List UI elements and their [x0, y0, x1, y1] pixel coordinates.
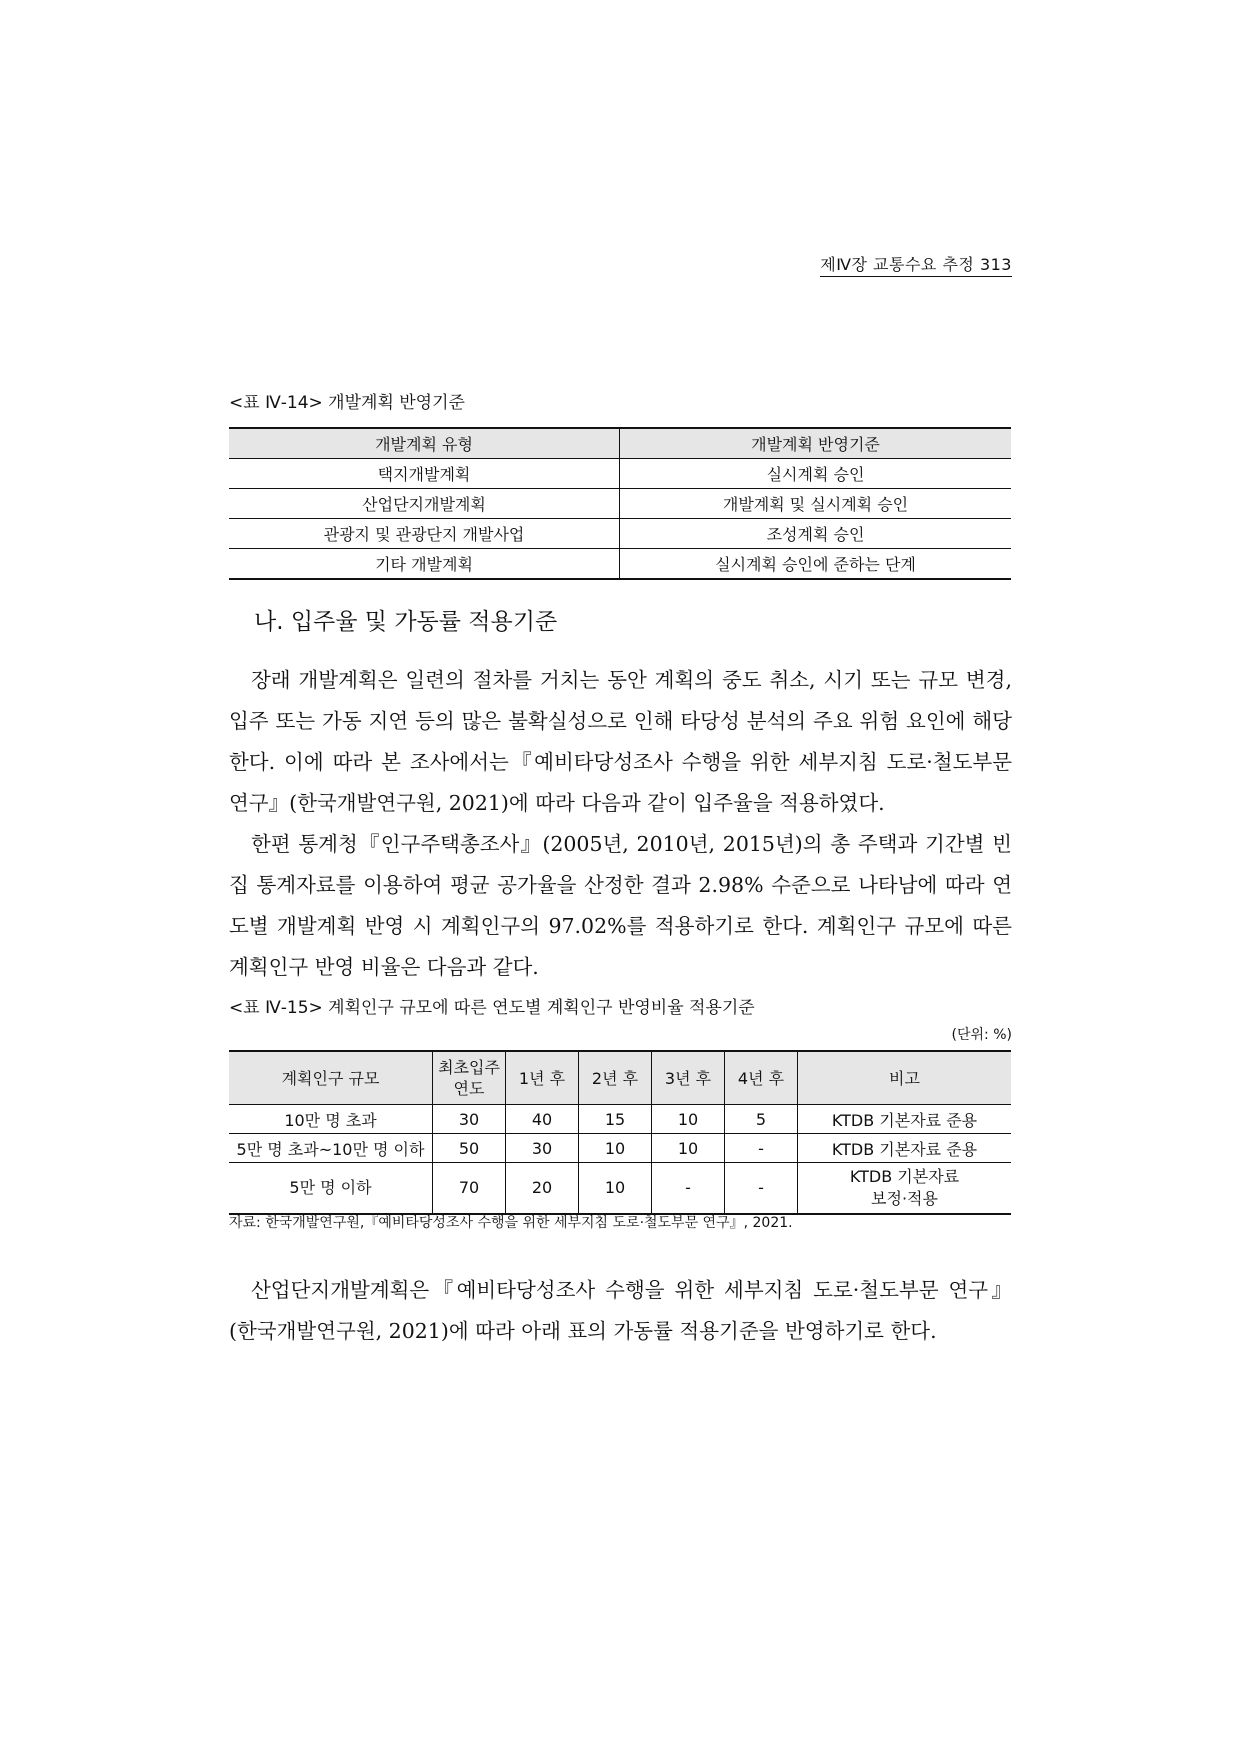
- paragraph: 산업단지개발계획은『예비타당성조사 수행을 위한 세부지침 도로·철도부문 연구』(한국개발연구원, 2021)에 따라 아래 표의 가동률 적용기준을 반영하기로 한다.: [229, 1278, 1012, 1343]
- table-cell: 5만 명 이하: [229, 1163, 433, 1215]
- source-note: 자료: 한국개발연구원,『예비타당성조사 수행을 위한 세부지침 도로·철도부문 연구』, 2021.: [229, 1215, 793, 1231]
- table-cell: 실시계획 승인: [620, 459, 1012, 489]
- table-cell: 개발계획 및 실시계획 승인: [620, 489, 1012, 519]
- table-cell: 40: [506, 1105, 579, 1134]
- table-row: [229, 549, 1011, 580]
- table-cell: KTDB 기본자료 준용: [798, 1134, 1012, 1163]
- column-header: 4년 후: [725, 1051, 798, 1105]
- table-cell: 10: [652, 1134, 725, 1163]
- table-cell: 실시계획 승인에 준하는 단계: [715, 555, 916, 574]
- table-row: [229, 459, 1011, 489]
- table-row: [229, 1134, 1011, 1163]
- table-cell: 조성계획 승인: [620, 519, 1012, 549]
- paragraph: 한편 통계청『인구주택총조사』(2005년, 2010년, 2015년)의 총 주택과 기간별 빈집 통계자료를 이용하여 평균 공가율을 산정한 결과 2.98% 수준으로 나타남에 따라 연도별 개발계획 반영 시 계획인구의 97.02%를 적용하기로 한다. 계획인구 규모에 따른 계획인구 반영 비율은 다음과 같다.: [229, 832, 1012, 979]
- table-cell: 10: [579, 1134, 652, 1163]
- table-cell: 관광지 및 관광단지 개발사업: [229, 519, 620, 549]
- column-header: 3년 후: [652, 1051, 725, 1105]
- column-header: 2년 후: [579, 1051, 652, 1105]
- table-cell: 10만 명 초과: [229, 1105, 433, 1134]
- table-cell: 50: [433, 1134, 506, 1163]
- table-cell: -: [725, 1134, 798, 1163]
- table-cell: 30: [433, 1105, 506, 1134]
- table-cell: 기타 개발계획: [229, 549, 620, 580]
- table-row: [229, 1105, 1011, 1134]
- table-cell: 70: [433, 1163, 506, 1215]
- closing-text: [229, 1270, 1012, 1352]
- table-row: [229, 489, 1011, 519]
- column-header: 개발계획 유형: [229, 428, 620, 459]
- section-heading: 나. 입주율 및 가동률 적용기준: [254, 609, 558, 635]
- table-cell: 택지개발계획: [229, 459, 620, 489]
- development-plan-criteria-table: [229, 427, 1011, 580]
- unit-label: (단위: %): [951, 1027, 1012, 1043]
- table-cell: 15: [579, 1105, 652, 1134]
- table-cell: KTDB 기본자료 보정·적용: [849, 1167, 960, 1208]
- table-cell: 10: [579, 1163, 652, 1215]
- column-header: 1년 후: [506, 1051, 579, 1105]
- body-text: [229, 660, 1012, 988]
- table-cell: 20: [506, 1163, 579, 1215]
- column-header: 개발계획 반영기준: [620, 428, 1012, 459]
- population-ratio-table: [229, 1050, 1011, 1215]
- column-header: 비고: [798, 1051, 1012, 1105]
- table-header-row: [229, 1051, 1011, 1105]
- table-cell: -: [652, 1163, 725, 1215]
- table-cell: 5만 명 초과~10만 명 이하: [229, 1134, 433, 1163]
- column-header: 최초입주 연도: [433, 1051, 506, 1105]
- table-cell: 10: [652, 1105, 725, 1134]
- table-row: [229, 1163, 1011, 1215]
- table-cell: KTDB 기본자료 준용: [798, 1105, 1012, 1134]
- table-cell: 산업단지개발계획: [229, 489, 620, 519]
- table-cell: -: [725, 1163, 798, 1215]
- table-header-row: [229, 428, 1011, 459]
- paragraph: 장래 개발계획은 일련의 절차를 거치는 동안 계획의 중도 취소, 시기 또는 규모 변경, 입주 또는 가동 지연 등의 많은 불확실성으로 인해 타당성 분석의 주요 위험 요인에 해당한다. 이에 따라 본 조사에서는『예비타당성조사 수행을 위한 세부지침 도로·철도부문 연구』(한국개발연구원, 2021)에 따라 다음과 같이 입주율을 적용하였다.: [229, 668, 1012, 815]
- running-header: 제Ⅳ장 교통수요 추정 313: [820, 252, 1012, 277]
- table14-caption: <표 Ⅳ-14> 개발계획 반영기준: [229, 393, 465, 413]
- table-cell: 5: [725, 1105, 798, 1134]
- table-cell: 30: [506, 1134, 579, 1163]
- table-row: [229, 519, 1011, 549]
- column-header: 계획인구 규모: [229, 1051, 433, 1105]
- table15-caption: <표 Ⅳ-15> 계획인구 규모에 따른 연도별 계획인구 반영비율 적용기준: [229, 998, 755, 1018]
